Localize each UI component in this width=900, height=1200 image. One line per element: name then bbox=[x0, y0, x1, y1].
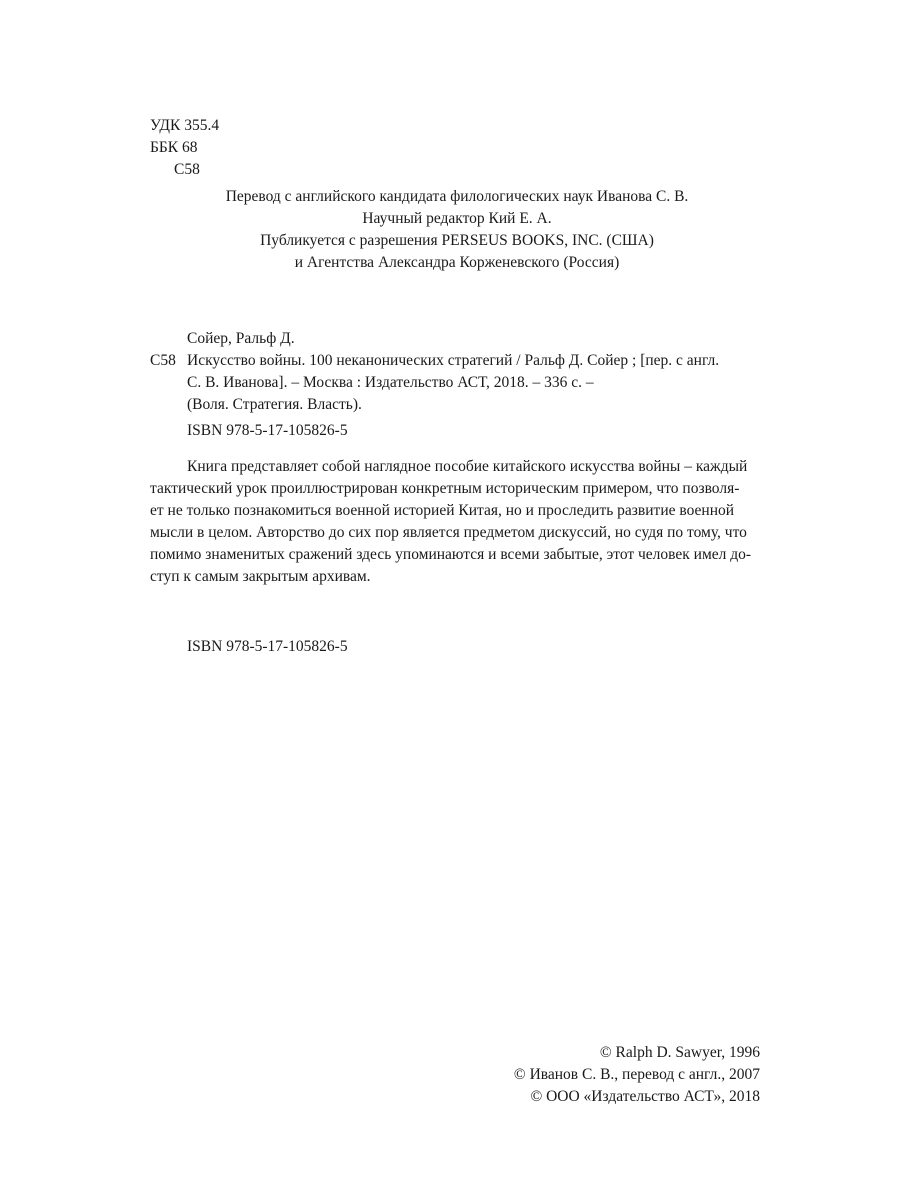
credit-line: Перевод с английского кандидата филологических наук Иванова С. В. bbox=[225, 188, 689, 205]
annotation-line: ет не только познакомиться военной историей Китая, но и проследить развитие военной bbox=[150, 502, 735, 519]
credit-line: и Агентства Александра Корженевского (Россия) bbox=[294, 254, 620, 271]
annotation bbox=[150, 456, 760, 588]
translation-credits bbox=[0, 186, 900, 274]
annotation-line: Книга представляет собой наглядное пособие китайского искусства войны – каждый bbox=[187, 458, 748, 475]
bbk-code: ББК 68 bbox=[150, 139, 198, 156]
biblio-author: Сойер, Ральф Д. bbox=[187, 330, 295, 347]
biblio-line: Искусство войны. 100 неканонических стратегий / Ральф Д. Сойер ; [пер. с англ. bbox=[187, 352, 720, 369]
annotation-line: мысли в целом. Авторство до сих пор является предметом дискуссий, но судя по тому, что bbox=[150, 524, 747, 541]
copyright-line: © Иванов С. В., перевод с англ., 2007 bbox=[513, 1066, 760, 1083]
annotation-line: помимо знаменитых сражений здесь упоминаются и всеми забытые, этот человек имел до- bbox=[150, 546, 752, 563]
classification-codes bbox=[150, 115, 219, 181]
biblio-line: (Воля. Стратегия. Власть). bbox=[187, 396, 362, 413]
credit-line: Публикуется с разрешения PERSEUS BOOKS, INC. (США) bbox=[260, 232, 654, 249]
annotation-line: тактический урок проиллюстрирован конкретным историческим примером, что позволя- bbox=[150, 480, 740, 497]
isbn-top: ISBN 978-5-17-105826-5 bbox=[187, 422, 348, 439]
copyright-line: © ООО «Издательство АСТ», 2018 bbox=[530, 1088, 760, 1105]
isbn-bottom: ISBN 978-5-17-105826-5 bbox=[187, 638, 348, 655]
annotation-line: ступ к самым закрытым архивам. bbox=[150, 568, 371, 585]
biblio-line: С. В. Иванова]. – Москва : Издательство АСТ, 2018. – 336 с. – bbox=[187, 374, 594, 391]
udk-code: УДК 355.4 bbox=[150, 117, 220, 134]
copyright-line: © Ralph D. Sawyer, 1996 bbox=[599, 1044, 760, 1061]
copyright-block bbox=[514, 1042, 760, 1108]
biblio-mark: С58 bbox=[150, 352, 176, 369]
credit-line: Научный редактор Кий Е. А. bbox=[362, 210, 552, 227]
author-sign: С58 bbox=[174, 161, 200, 178]
